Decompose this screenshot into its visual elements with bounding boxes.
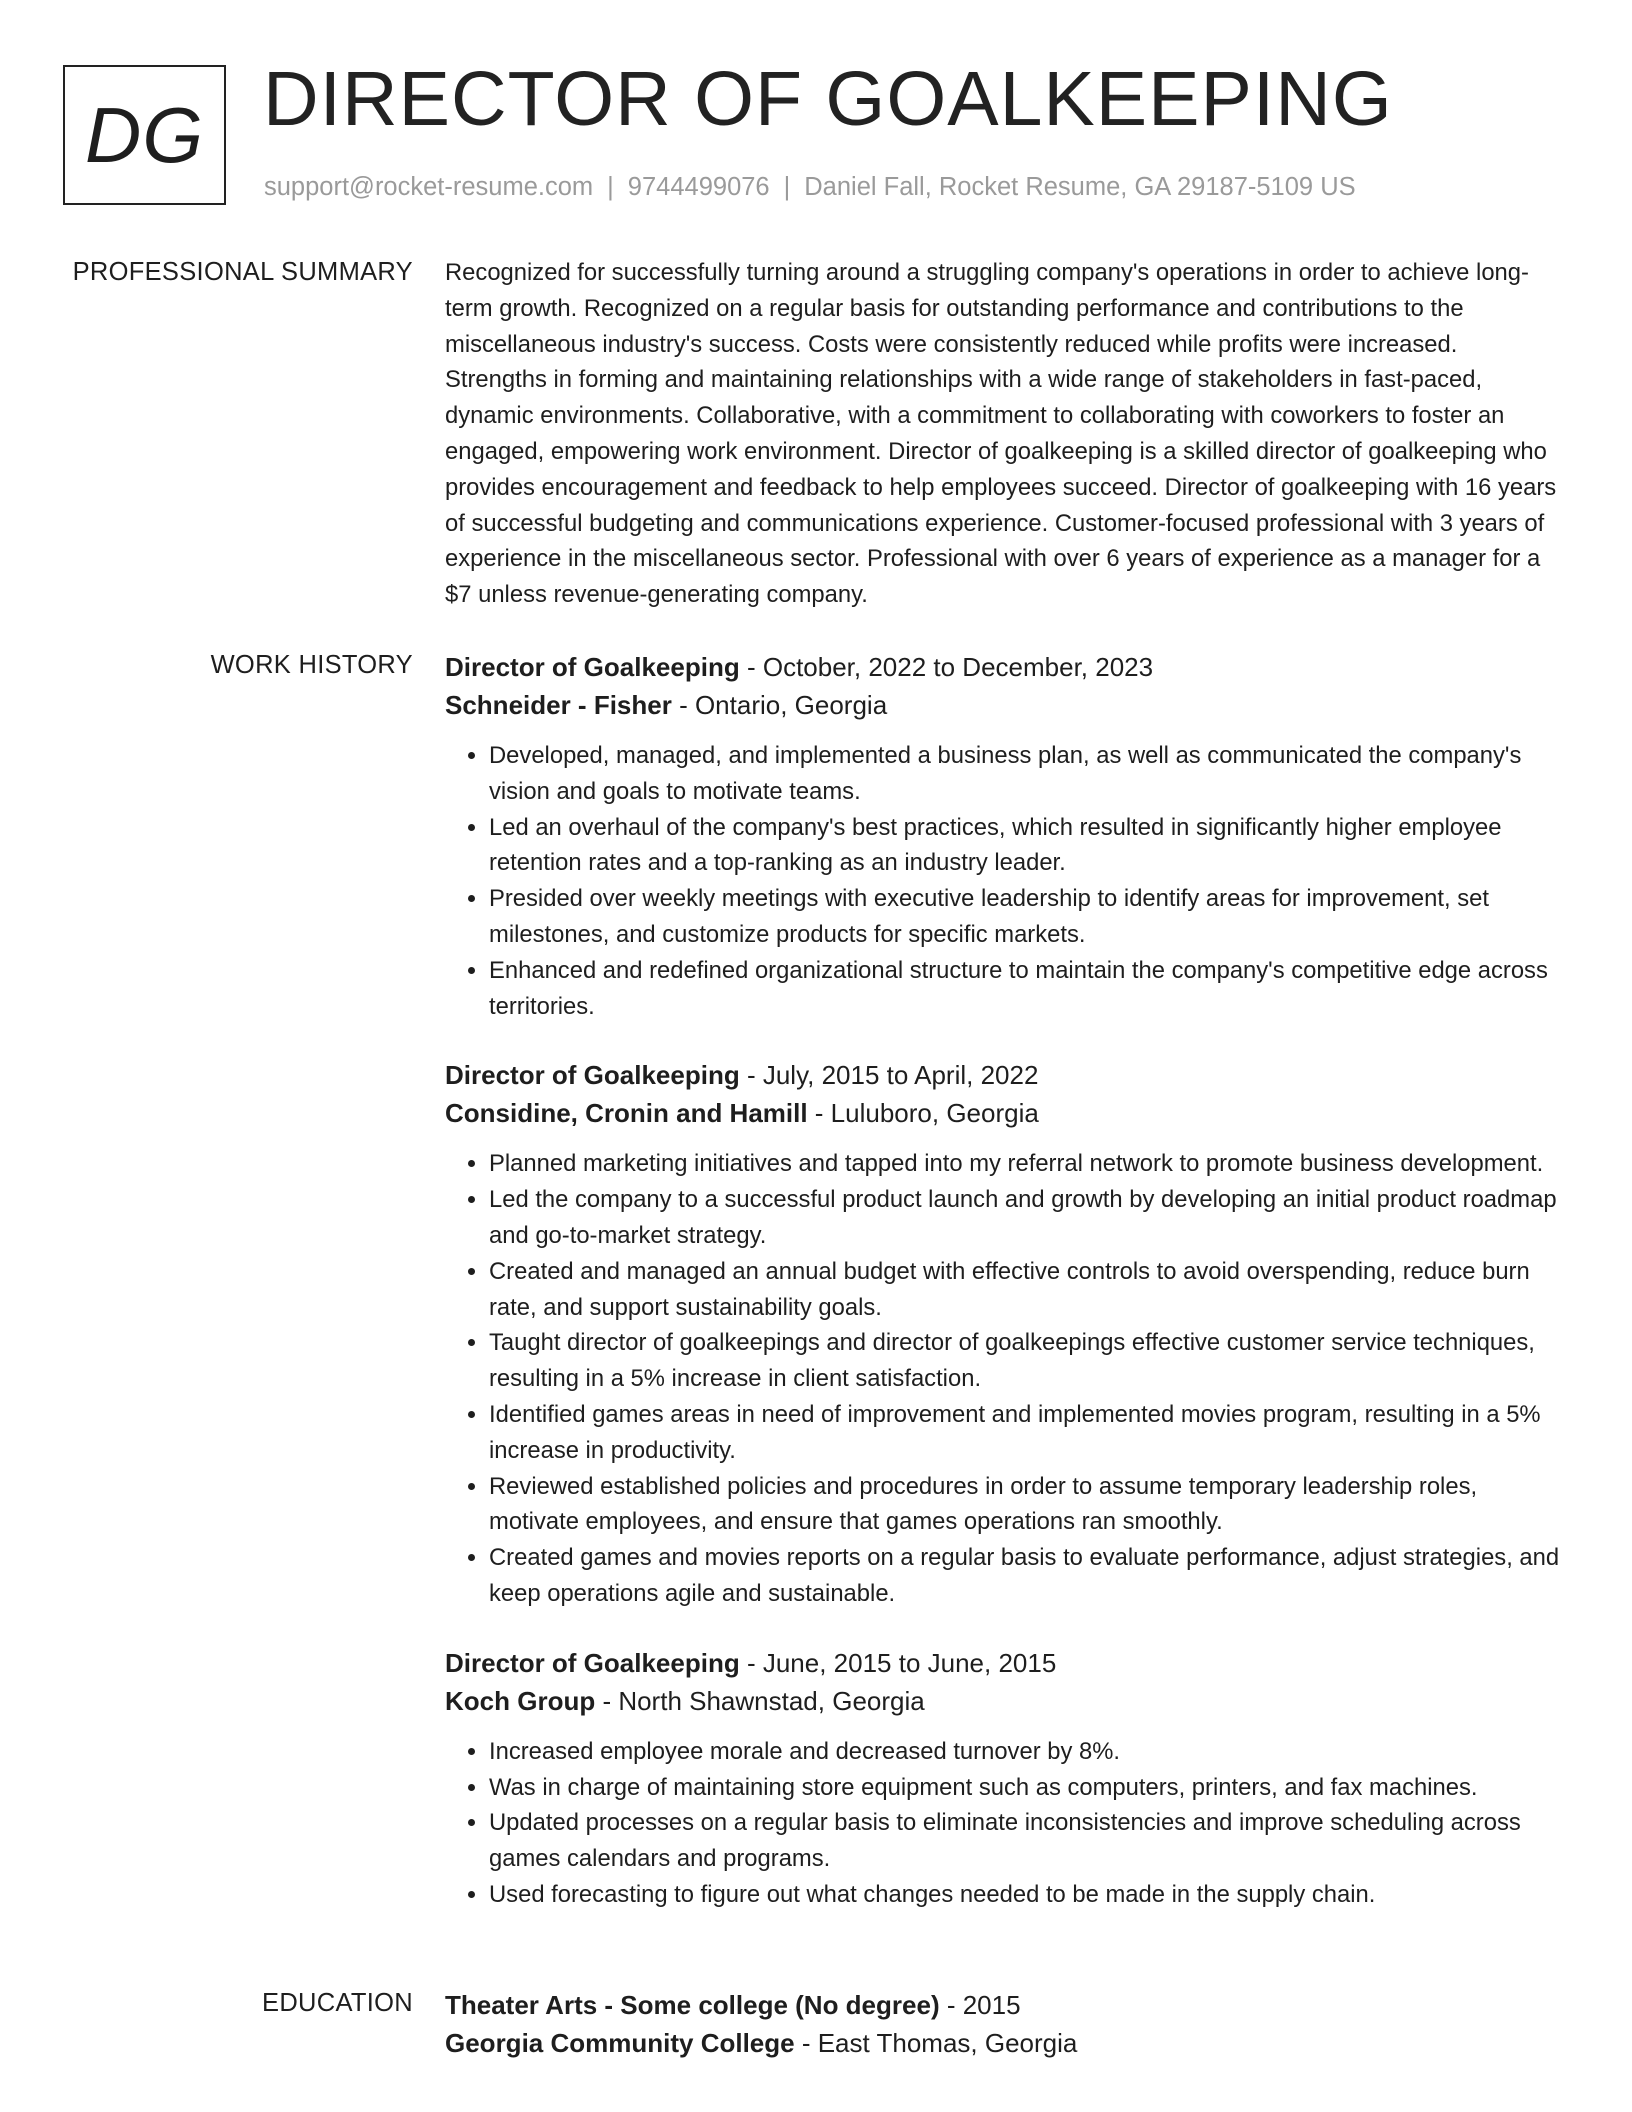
monogram-badge: DG	[63, 65, 226, 205]
education-degree-line	[445, 1986, 1560, 2024]
education-school: Georgia Community College	[445, 2028, 795, 2058]
resume-header	[63, 56, 1563, 210]
education-school-line	[445, 2024, 1560, 2062]
job-location: - North Shawnstad, Georgia	[595, 1685, 925, 1716]
job-bullet: • Led an overhaul of the company's best practices, which resulted in significantly higher employee retention rates and a top-ranking as an industry leader.	[489, 810, 1560, 882]
job-bullet: • Increased employee morale and decreased turnover by 8%.	[489, 1734, 1560, 1770]
job-company: Considine, Cronin and Hamill	[445, 1098, 808, 1129]
contact-separator: |	[783, 173, 791, 201]
job-bullet: • Led the company to a successful product launch and growth by developing an initial product roadmap and go-to-market strategy.	[489, 1182, 1560, 1254]
job-company: Schneider - Fisher	[445, 690, 672, 720]
job-entry	[445, 1056, 1560, 1611]
job-bullet: • Used forecasting to figure out what changes needed to be made in the supply chain.	[489, 1877, 1560, 1913]
job-bullet: • Planned marketing initiatives and tapped into my referral network to promote business development.	[489, 1146, 1560, 1182]
job-title-line	[445, 648, 1560, 686]
job-entry	[445, 648, 1560, 1024]
work-history-heading: WORK HISTORY	[210, 651, 413, 679]
contact-separator: |	[607, 173, 614, 201]
job-location: - Luluboro, Georgia	[807, 1098, 1039, 1129]
contact-phone[interactable]: 9744499076	[627, 173, 770, 201]
job-bullet: • Enhanced and redefined organizational structure to maintain the company's competitive edge across territories.	[489, 953, 1560, 1025]
job-bullet: • Developed, managed, and implemented a business plan, as well as communicated the company's vision and goals to motivate teams.	[489, 738, 1560, 810]
contact-email[interactable]: support@rocket-resume.com	[264, 173, 594, 201]
job-company-line	[445, 686, 1560, 724]
job-location: - Ontario, Georgia	[671, 690, 888, 720]
job-company: Koch Group	[445, 1685, 596, 1716]
job-bullet: • Created and managed an annual budget with effective controls to avoid overspending, reduce burn rate, and support sustainability goals.	[489, 1254, 1560, 1326]
work-history-body	[445, 648, 1560, 1913]
job-company-line	[445, 1682, 1560, 1720]
job-company-line	[445, 1094, 1560, 1132]
education-year: - 2015	[939, 1990, 1021, 2020]
job-title: Director of Goalkeeping	[445, 652, 740, 682]
job-bullet: • Was in charge of maintaining store equipment such as computers, printers, and fax machines.	[489, 1770, 1560, 1806]
job-title: Director of Goalkeeping	[445, 1060, 740, 1091]
job-bullets	[445, 1146, 1560, 1611]
job-bullet: • Identified games areas in need of improvement and implemented movies program, resulting in a 5% increase in productivity.	[489, 1397, 1560, 1469]
job-dates: - July, 2015 to April, 2022	[739, 1060, 1039, 1091]
education-body	[445, 1986, 1560, 2062]
education-heading: EDUCATION	[262, 1989, 413, 2017]
job-bullet: • Taught director of goalkeepings and director of goalkeepings effective customer service techniques, resulting in a 5% increase in client satisfaction.	[489, 1325, 1560, 1397]
job-bullet: • Updated processes on a regular basis to eliminate inconsistencies and improve scheduling across games calendars and programs.	[489, 1805, 1560, 1877]
job-bullet: • Presided over weekly meetings with executive leadership to identify areas for improvement, set milestones, and customize products for specific markets.	[489, 881, 1560, 953]
job-bullet: • Reviewed established policies and procedures in order to assume temporary leadership roles, motivate employees, and ensure that games operations ran smoothly.	[489, 1469, 1560, 1541]
job-bullets	[445, 1734, 1560, 1913]
job-bullet: • Created games and movies reports on a regular basis to evaluate performance, adjust strategies, and keep operations agile and sustainable.	[489, 1540, 1560, 1612]
education-degree: Theater Arts - Some college (No degree)	[445, 1990, 940, 2020]
summary-heading: PROFESSIONAL SUMMARY	[72, 258, 413, 286]
job-dates: - June, 2015 to June, 2015	[739, 1647, 1057, 1678]
job-title-line	[445, 1056, 1560, 1094]
resume-title: DIRECTOR OF GOALKEEPING	[263, 56, 1393, 142]
contact-line	[264, 173, 1356, 202]
job-bullets	[445, 738, 1560, 1024]
job-entry	[445, 1644, 1560, 1913]
job-title: Director of Goalkeeping	[445, 1647, 740, 1678]
job-dates: - October, 2022 to December, 2023	[739, 652, 1154, 682]
contact-address: Daniel Fall, Rocket Resume, GA 29187-5109 US	[804, 173, 1356, 201]
summary-text: Recognized for successfully turning around a struggling company's operations in order to achieve long-term growth. Recognized on a regular basis for outstanding performance and contributions to the miscellaneous industry's success. Costs were consistently reduced while profits were increased. Strengths in forming and maintaining relationships with a wide range of stakeholders in fast-paced, dynamic environments. Collaborative, with a commitment to collaborating with coworkers to foster an engaged, empowering work environment. Director of goalkeeping is a skilled director of goalkeeping who provides encouragement and feedback to help employees succeed. Director of goalkeeping with 16 years of successful budgeting and communications experience. Customer-focused professional with 3 years of experience in the miscellaneous sector. Professional with over 6 years of experience as a manager for a $7 unless revenue-generating company.	[445, 259, 1557, 609]
job-title-line	[445, 1644, 1560, 1682]
education-location: - East Thomas, Georgia	[794, 2028, 1078, 2058]
